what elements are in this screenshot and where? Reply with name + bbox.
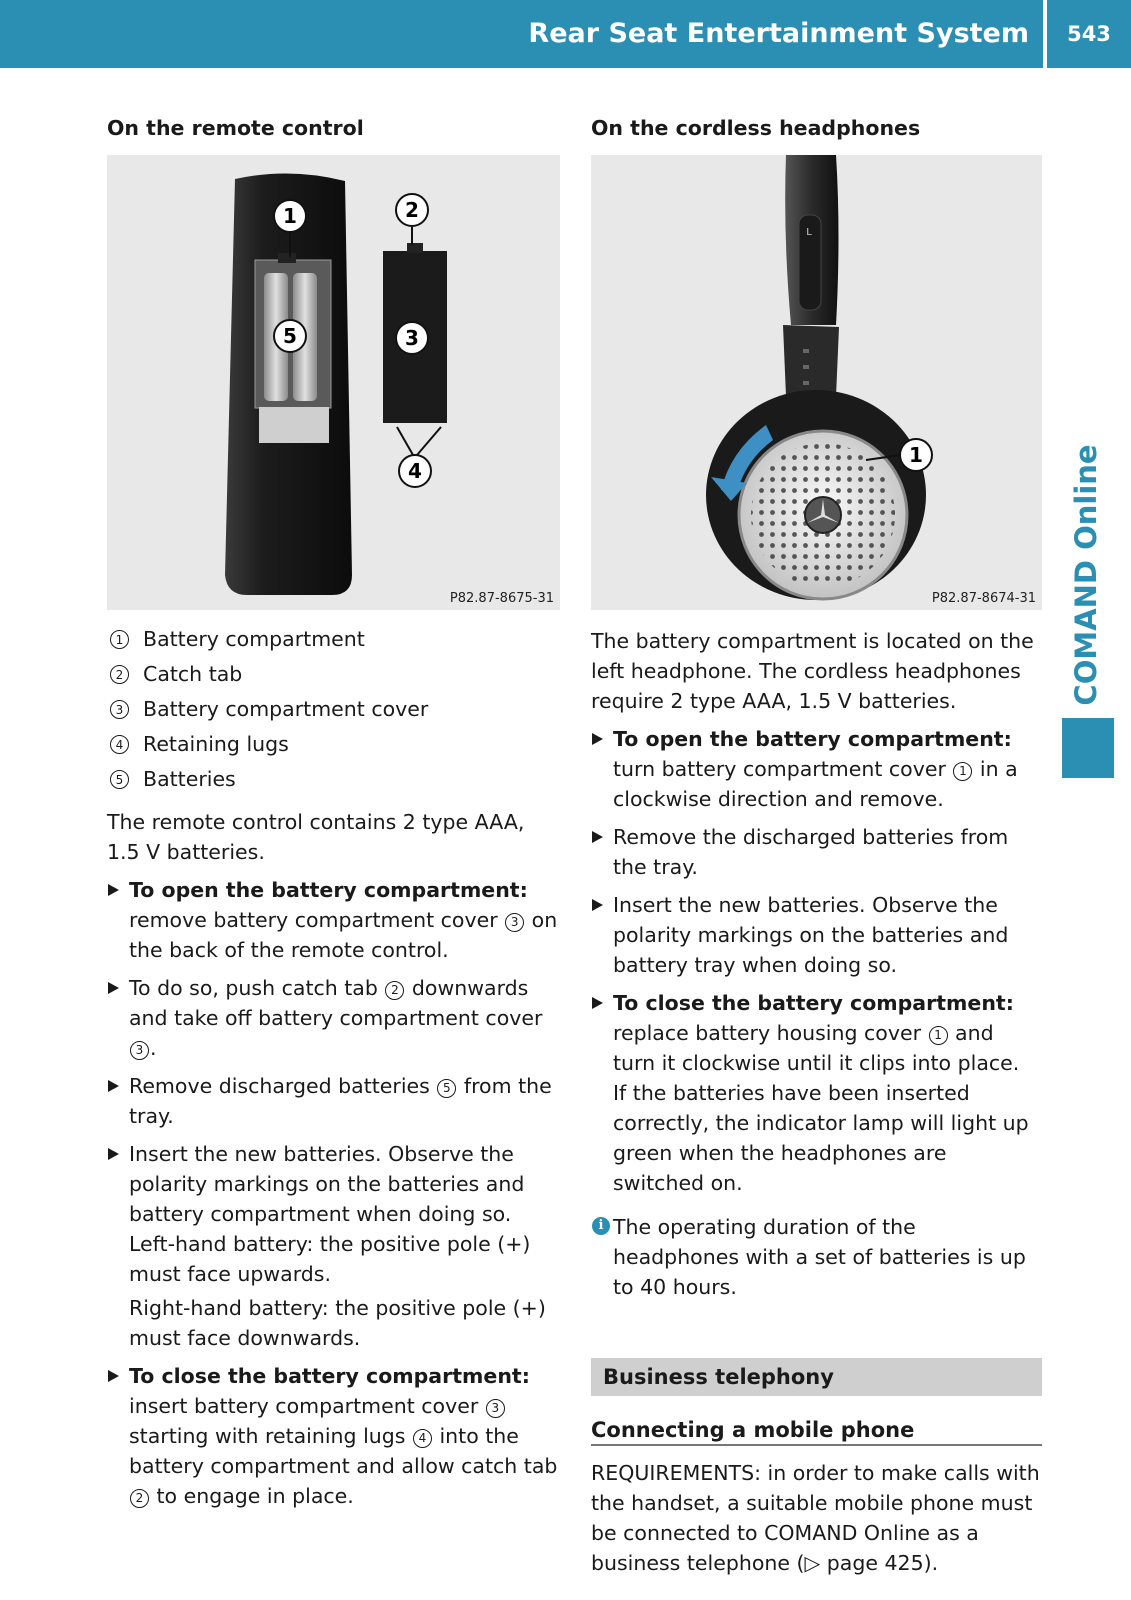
- headphones-illustration: [591, 155, 1042, 610]
- legend-item: 2 Catch tab: [107, 657, 560, 692]
- requirements-text: REQUIREMENTS: in order to make calls with the handset, a suitable mobile phone must be connected to COMAND Online as a business telephone (▷ page 425).: [591, 1461, 1040, 1575]
- svg-text:2: 2: [405, 198, 419, 222]
- callout-number: 4: [110, 735, 129, 754]
- instruction-step: To close the battery compartment: insert battery compartment cover 3 starting with retaining lugs 4 into the battery compartment and allow catch tab 2 to engage in place.: [107, 1361, 560, 1511]
- remote-control-illustration: [107, 155, 560, 610]
- remote-control-subhead: On the remote control: [107, 116, 364, 140]
- figure-code: P82.87-8674-31: [931, 591, 1036, 606]
- headphones-intro-text: The battery compartment is located on the left headphone. The cordless headphones require 2 type AAA, 1.5 V batteries.: [591, 629, 1034, 713]
- side-tab-marker: [1062, 718, 1114, 778]
- svg-text:3: 3: [405, 326, 419, 350]
- left-marking: L: [806, 227, 812, 238]
- callout-number: 2: [110, 665, 129, 684]
- remote-label-sticker: [259, 407, 329, 443]
- side-tab-label: COMAND Online: [1069, 444, 1103, 706]
- callout-number: 5: [437, 1079, 456, 1098]
- headphones-subhead: On the cordless headphones: [591, 116, 921, 140]
- callout-number: 1: [929, 1026, 948, 1045]
- legend-item: 5 Batteries: [107, 762, 560, 797]
- fig1-callout-1: [274, 200, 306, 232]
- callout-number: 1: [953, 762, 972, 781]
- section-heading: Connecting a mobile phone: [591, 1414, 1042, 1446]
- right-column: [591, 113, 1042, 1578]
- left-column: [107, 113, 560, 1511]
- callout-number: 2: [130, 1489, 149, 1508]
- info-note: i The operating duration of the headphones with a set of batteries is up to 40 hours.: [591, 1212, 1042, 1302]
- callout-number: 3: [505, 913, 524, 932]
- headphones-figure: [591, 155, 1042, 610]
- legend-item: 1 Battery compartment: [107, 622, 560, 657]
- callout-number: 2: [385, 981, 404, 1000]
- legend-item: 4 Retaining lugs: [107, 727, 560, 762]
- callout-number: 3: [110, 700, 129, 719]
- instruction-step: Remove discharged batteries 5 from the tray.: [107, 1071, 560, 1131]
- instruction-step: Remove the discharged batteries from the tray.: [591, 822, 1042, 882]
- callout-number: 4: [413, 1429, 432, 1448]
- remote-catch-slot: [278, 253, 296, 263]
- fig2-callout-1: [900, 439, 932, 471]
- remote-control-figure: [107, 155, 560, 610]
- callout-number: 3: [130, 1041, 149, 1060]
- svg-text:1: 1: [283, 204, 297, 228]
- callout-number: 5: [110, 770, 129, 789]
- right-battery-note: Right-hand battery: the positive pole (+) must face downwards.: [129, 1296, 546, 1350]
- figure-legend: [107, 622, 560, 797]
- instruction-step: To open the battery compartment: turn battery compartment cover 1 in a clockwise direction and remove.: [591, 724, 1042, 814]
- chapter-title: Rear Seat Entertainment System: [528, 18, 1029, 49]
- fig1-callout-2: [396, 194, 428, 226]
- instruction-step: Insert the new batteries. Observe the polarity markings on the batteries and battery tray when doing so.: [591, 890, 1042, 980]
- section-bar: Business telephony: [591, 1358, 1042, 1396]
- instruction-step: To close the battery compartment: replace battery housing cover 1 and turn it clockwise until it clips into place. If the batteries have been inserted correctly, the indicator lamp will light up green when the headphones are switched on.: [591, 988, 1042, 1198]
- callout-number: 1: [110, 630, 129, 649]
- callout-number: 3: [486, 1399, 505, 1418]
- legend-item: 3 Battery compartment cover: [107, 692, 560, 727]
- svg-text:4: 4: [408, 459, 422, 483]
- instruction-step: To do so, push catch tab 2 downwards and take off battery compartment cover 3 .: [107, 973, 560, 1063]
- svg-text:5: 5: [283, 324, 297, 348]
- page-number: 543: [1067, 22, 1111, 46]
- cover-catch-tab: [407, 243, 423, 253]
- page-header: [0, 0, 1131, 68]
- side-tab: [1062, 440, 1110, 710]
- fig1-callout-5: [274, 320, 306, 352]
- fig1-callout-3: [396, 322, 428, 354]
- fig1-callout-4: [399, 455, 431, 487]
- instruction-step: Insert the new batteries. Observe the polarity markings on the batteries and battery compartment when doing so. Left-hand battery: the positive pole (+) must face upwards.: [107, 1139, 560, 1289]
- info-icon: i: [592, 1217, 610, 1235]
- remote-intro-text: The remote control contains 2 type AAA, 1.5 V batteries.: [107, 810, 525, 864]
- svg-text:1: 1: [909, 443, 923, 467]
- instruction-step: To open the battery compartment: remove battery compartment cover 3 on the back of the remote control.: [107, 875, 560, 965]
- figure-code: P82.87-8675-31: [449, 591, 554, 606]
